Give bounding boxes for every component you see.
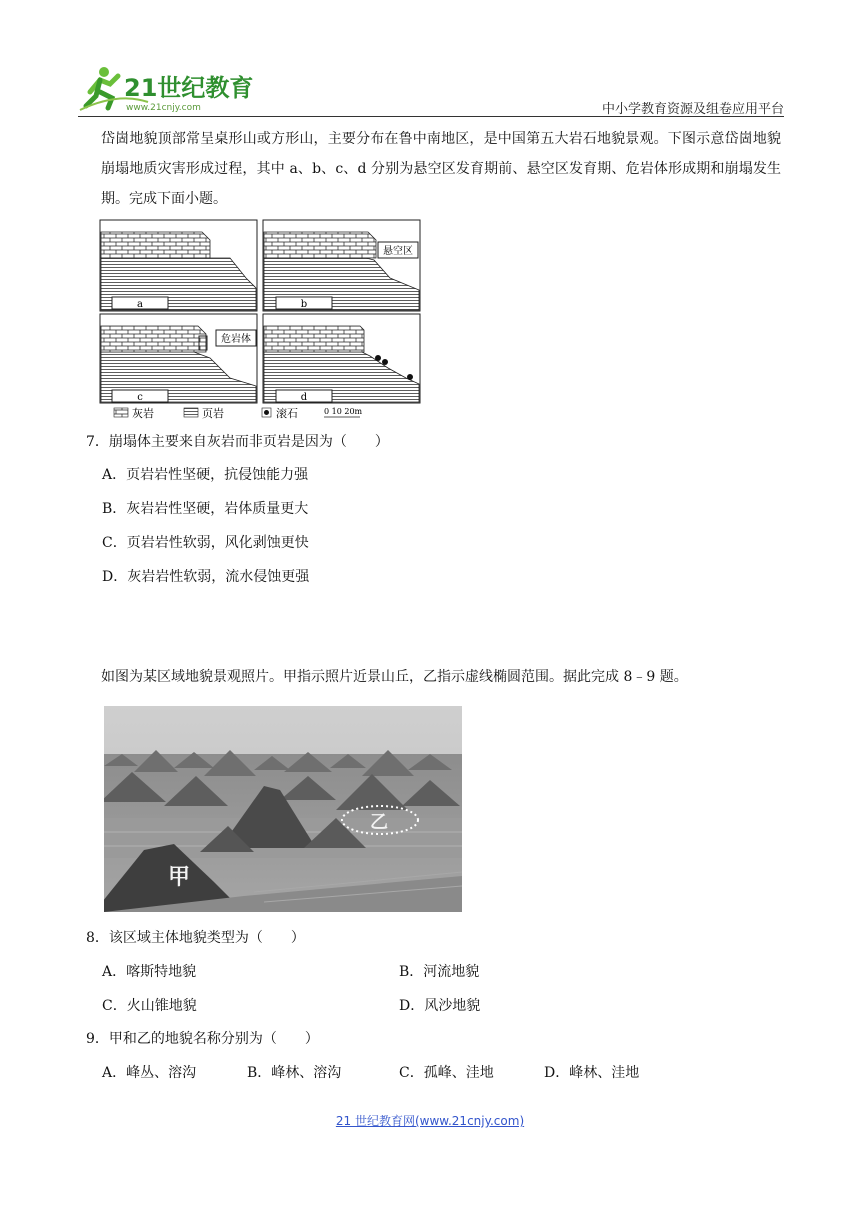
diagram-legend bbox=[114, 406, 363, 420]
landform-photo bbox=[104, 706, 462, 912]
q7-option-d[interactable]: D．灰岩岩性软弱，流水侵蚀更强 bbox=[102, 569, 310, 585]
logo-text: 21世纪教育 bbox=[124, 74, 254, 102]
collapse-process-diagram bbox=[98, 218, 428, 420]
q7-option-a[interactable]: A．页岩岩性坚硬，抗侵蚀能力强 bbox=[102, 467, 309, 483]
platform-label: 中小学教育资源及组卷应用平台 bbox=[601, 102, 784, 117]
question-8-stem: 8．该区域主体地貌类型为（ ） bbox=[86, 930, 305, 946]
panel-d bbox=[263, 314, 420, 403]
header-rule bbox=[78, 116, 784, 117]
boulder-legend-icon bbox=[264, 410, 269, 415]
label-jia: 甲 bbox=[168, 865, 191, 890]
label-yi: 乙 bbox=[370, 812, 388, 833]
legend-shale: 页岩 bbox=[202, 407, 224, 420]
q7-option-b[interactable]: B．灰岩岩性坚硬，岩体质量更大 bbox=[102, 501, 309, 517]
panel-a bbox=[100, 220, 257, 311]
q8-option-c[interactable]: C．火山锥地貌 bbox=[102, 998, 197, 1014]
panel-d-label: d bbox=[300, 392, 308, 403]
q9-option-c[interactable]: C．孤峰、洼地 bbox=[399, 1065, 494, 1081]
q8-option-b[interactable]: B．河流地貌 bbox=[399, 964, 480, 980]
panel-c bbox=[100, 314, 257, 403]
boulder-icon bbox=[407, 374, 413, 380]
callout-overhang: 悬空区 bbox=[383, 246, 413, 257]
q8-option-d[interactable]: D．风沙地貌 bbox=[399, 998, 481, 1014]
q7-option-c[interactable]: C．页岩岩性软弱，风化剥蚀更快 bbox=[102, 535, 309, 551]
passage-2: 如图为某区域地貌景观照片。甲指示照片近景山丘，乙指示虚线椭圆范围。据此完成 8﹣9 题。 bbox=[101, 669, 688, 685]
page-header bbox=[78, 62, 784, 118]
panel-b bbox=[263, 220, 420, 311]
passage-1: 岱崮地貌顶部常呈桌形山或方形山，主要分布在鲁中南地区，是中国第五大岩石地貌景观。下图示意岱崮地貌崩塌地质灾害形成过程，其中 a、b、c、d 分别为悬空区发育期前、悬空区发育期、危岩体形成期和崩塌发生期。完成下面小题。 bbox=[101, 131, 781, 207]
shale-swatch bbox=[184, 408, 198, 417]
logo-url: www.21cnjy.com bbox=[126, 103, 201, 113]
legend-boulder: 滚石 bbox=[276, 407, 298, 420]
panel-b-label: b bbox=[300, 299, 308, 310]
question-9-stem: 9．甲和乙的地貌名称分别为（ ） bbox=[86, 1031, 319, 1047]
panel-a-label: a bbox=[137, 299, 143, 310]
legend-scale: 0 10 20m bbox=[324, 407, 363, 416]
q9-option-a[interactable]: A．峰丛、溶沟 bbox=[102, 1065, 197, 1081]
logo bbox=[78, 62, 278, 114]
question-7-stem: 7．崩塌体主要来自灰岩而非页岩是因为（ ） bbox=[86, 434, 389, 450]
boulder-icon bbox=[382, 359, 388, 365]
q8-option-a[interactable]: A．喀斯特地貌 bbox=[102, 964, 197, 980]
panel-c-label: c bbox=[137, 392, 143, 403]
landform-photo-image bbox=[104, 706, 462, 912]
boulder-icon bbox=[375, 355, 381, 361]
callout-dangerous-rock: 危岩体 bbox=[221, 334, 251, 345]
legend-limestone: 灰岩 bbox=[132, 407, 154, 420]
limestone-swatch bbox=[114, 408, 128, 417]
q9-option-b[interactable]: B．峰林、溶沟 bbox=[247, 1065, 342, 1081]
footer-link[interactable]: 21 世纪教育网(www.21cnjy.com) bbox=[335, 1114, 525, 1128]
q9-option-d[interactable]: D．峰林、洼地 bbox=[544, 1065, 640, 1081]
